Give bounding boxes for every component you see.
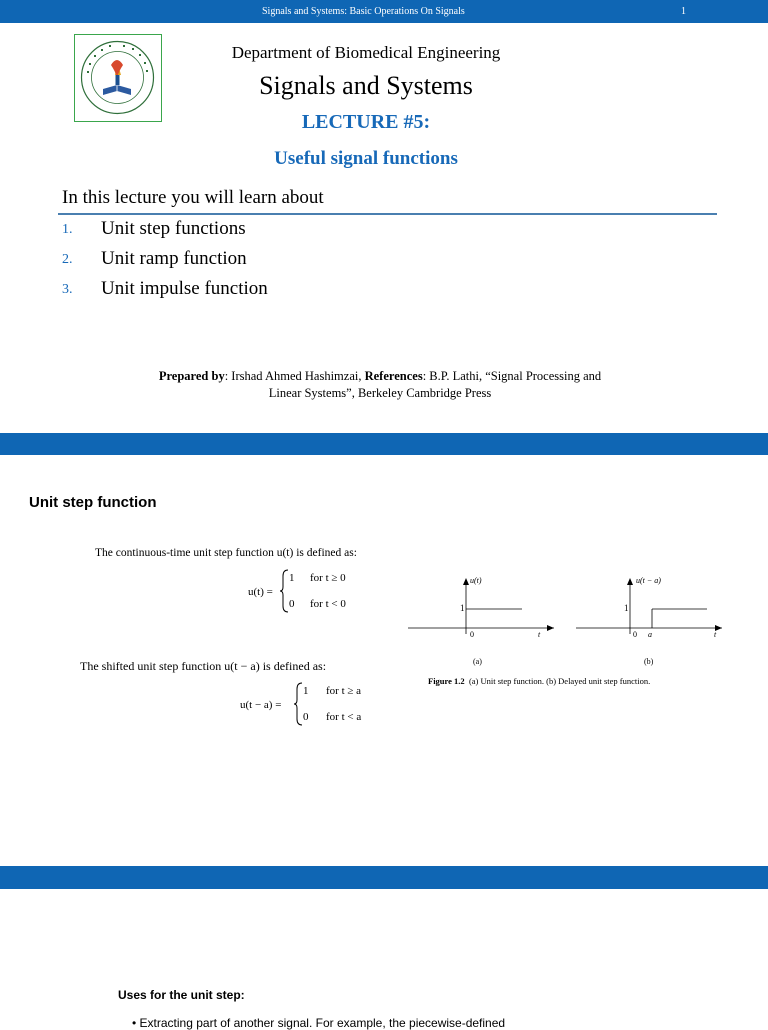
definition-text: The shifted unit step function u(t − a) is defined as: — [80, 659, 327, 673]
eq-cond1: for t ≥ a — [326, 685, 362, 697]
definition-text: The continuous-time unit step function u(t) is defined as: — [95, 547, 357, 559]
list-text: Unit ramp function — [101, 248, 247, 269]
list-item — [62, 248, 247, 270]
uses-title: Uses for the unit step: — [118, 988, 245, 1002]
list-item — [62, 218, 246, 240]
divider — [58, 213, 717, 215]
lecture-topic: Useful signal functions — [274, 148, 458, 169]
list-number: 1. — [62, 222, 73, 237]
list-number: 2. — [62, 252, 73, 267]
fig-a-one: 1 — [460, 603, 465, 613]
eq-lhs: u(t) = — [248, 586, 273, 598]
fig-b-a: a — [648, 630, 652, 639]
fig-b-one: 1 — [624, 603, 629, 613]
fig-a-zero: 0 — [470, 630, 474, 639]
eq-case2: 0 — [303, 711, 309, 723]
fig-b-t: t — [714, 630, 717, 639]
fig-b-ylabel: u(t − a) — [636, 576, 661, 585]
eq-case1: 1 — [303, 685, 309, 697]
eq-case1: 1 — [289, 572, 295, 584]
department-name: Department of Biomedical Engineering — [231, 43, 501, 62]
references-line2: Linear Systems”, Berkeley Cambridge Press — [268, 386, 492, 400]
lecture-number: LECTURE #5: — [301, 111, 431, 133]
prepared-value: : Irshad Ahmed Hashimzai, — [224, 369, 365, 383]
figure-caption-label: Figure 1.2 — [428, 676, 465, 686]
partial-bullet: • Extracting part of another signal. For example, the piecewise-defined — [132, 1016, 506, 1030]
eq-lhs: u(t − a) = — [240, 699, 282, 711]
partial-bullet-text: Extracting part of another signal. For example, the piecewise-defined — [139, 1016, 506, 1030]
intro-text: In this lecture you will learn about — [62, 187, 324, 208]
eq-cond1: for t ≥ 0 — [310, 572, 346, 584]
list-text: Unit impulse function — [101, 278, 268, 299]
list-number: 3. — [62, 282, 73, 297]
course-title: Signals and Systems — [259, 71, 473, 100]
header-title: Signals and Systems: Basic Operations On Signals — [262, 6, 465, 17]
section-title: Unit step function — [29, 494, 157, 511]
slide-separator — [0, 866, 768, 889]
eq-case2: 0 — [289, 598, 295, 610]
fig-b-zero: 0 — [633, 630, 637, 639]
university-logo — [74, 34, 162, 122]
fig-a-t: t — [538, 630, 541, 639]
ministry-seal-icon — [75, 35, 160, 120]
prepared-label: Prepared by — [158, 369, 225, 383]
references-label: References — [364, 369, 423, 383]
list-item — [62, 278, 268, 300]
y-arrow-icon — [463, 578, 469, 585]
y-arrow-icon — [627, 578, 633, 585]
unit-step-plot — [408, 576, 558, 636]
figure-caption-text: (a) Unit step function. (b) Delayed unit step function. — [468, 676, 651, 686]
fig-a-ylabel: u(t) — [470, 576, 482, 585]
x-arrow-icon — [547, 625, 554, 631]
figure-caption — [428, 676, 650, 686]
eq-cond2: for t < a — [326, 711, 362, 723]
slide-number: 1 — [681, 6, 686, 17]
fig-b-caption: (b) — [644, 657, 654, 666]
credits — [110, 368, 650, 402]
list-text: Unit step functions — [101, 218, 246, 239]
references-value: : B.P. Lathi, “Signal Processing and — [422, 369, 602, 383]
header-bar — [0, 0, 768, 23]
slide-separator — [0, 433, 768, 455]
eq-cond2: for t < 0 — [310, 598, 346, 610]
delayed-step-plot — [576, 576, 726, 636]
fig-a-caption: (a) — [473, 657, 482, 666]
